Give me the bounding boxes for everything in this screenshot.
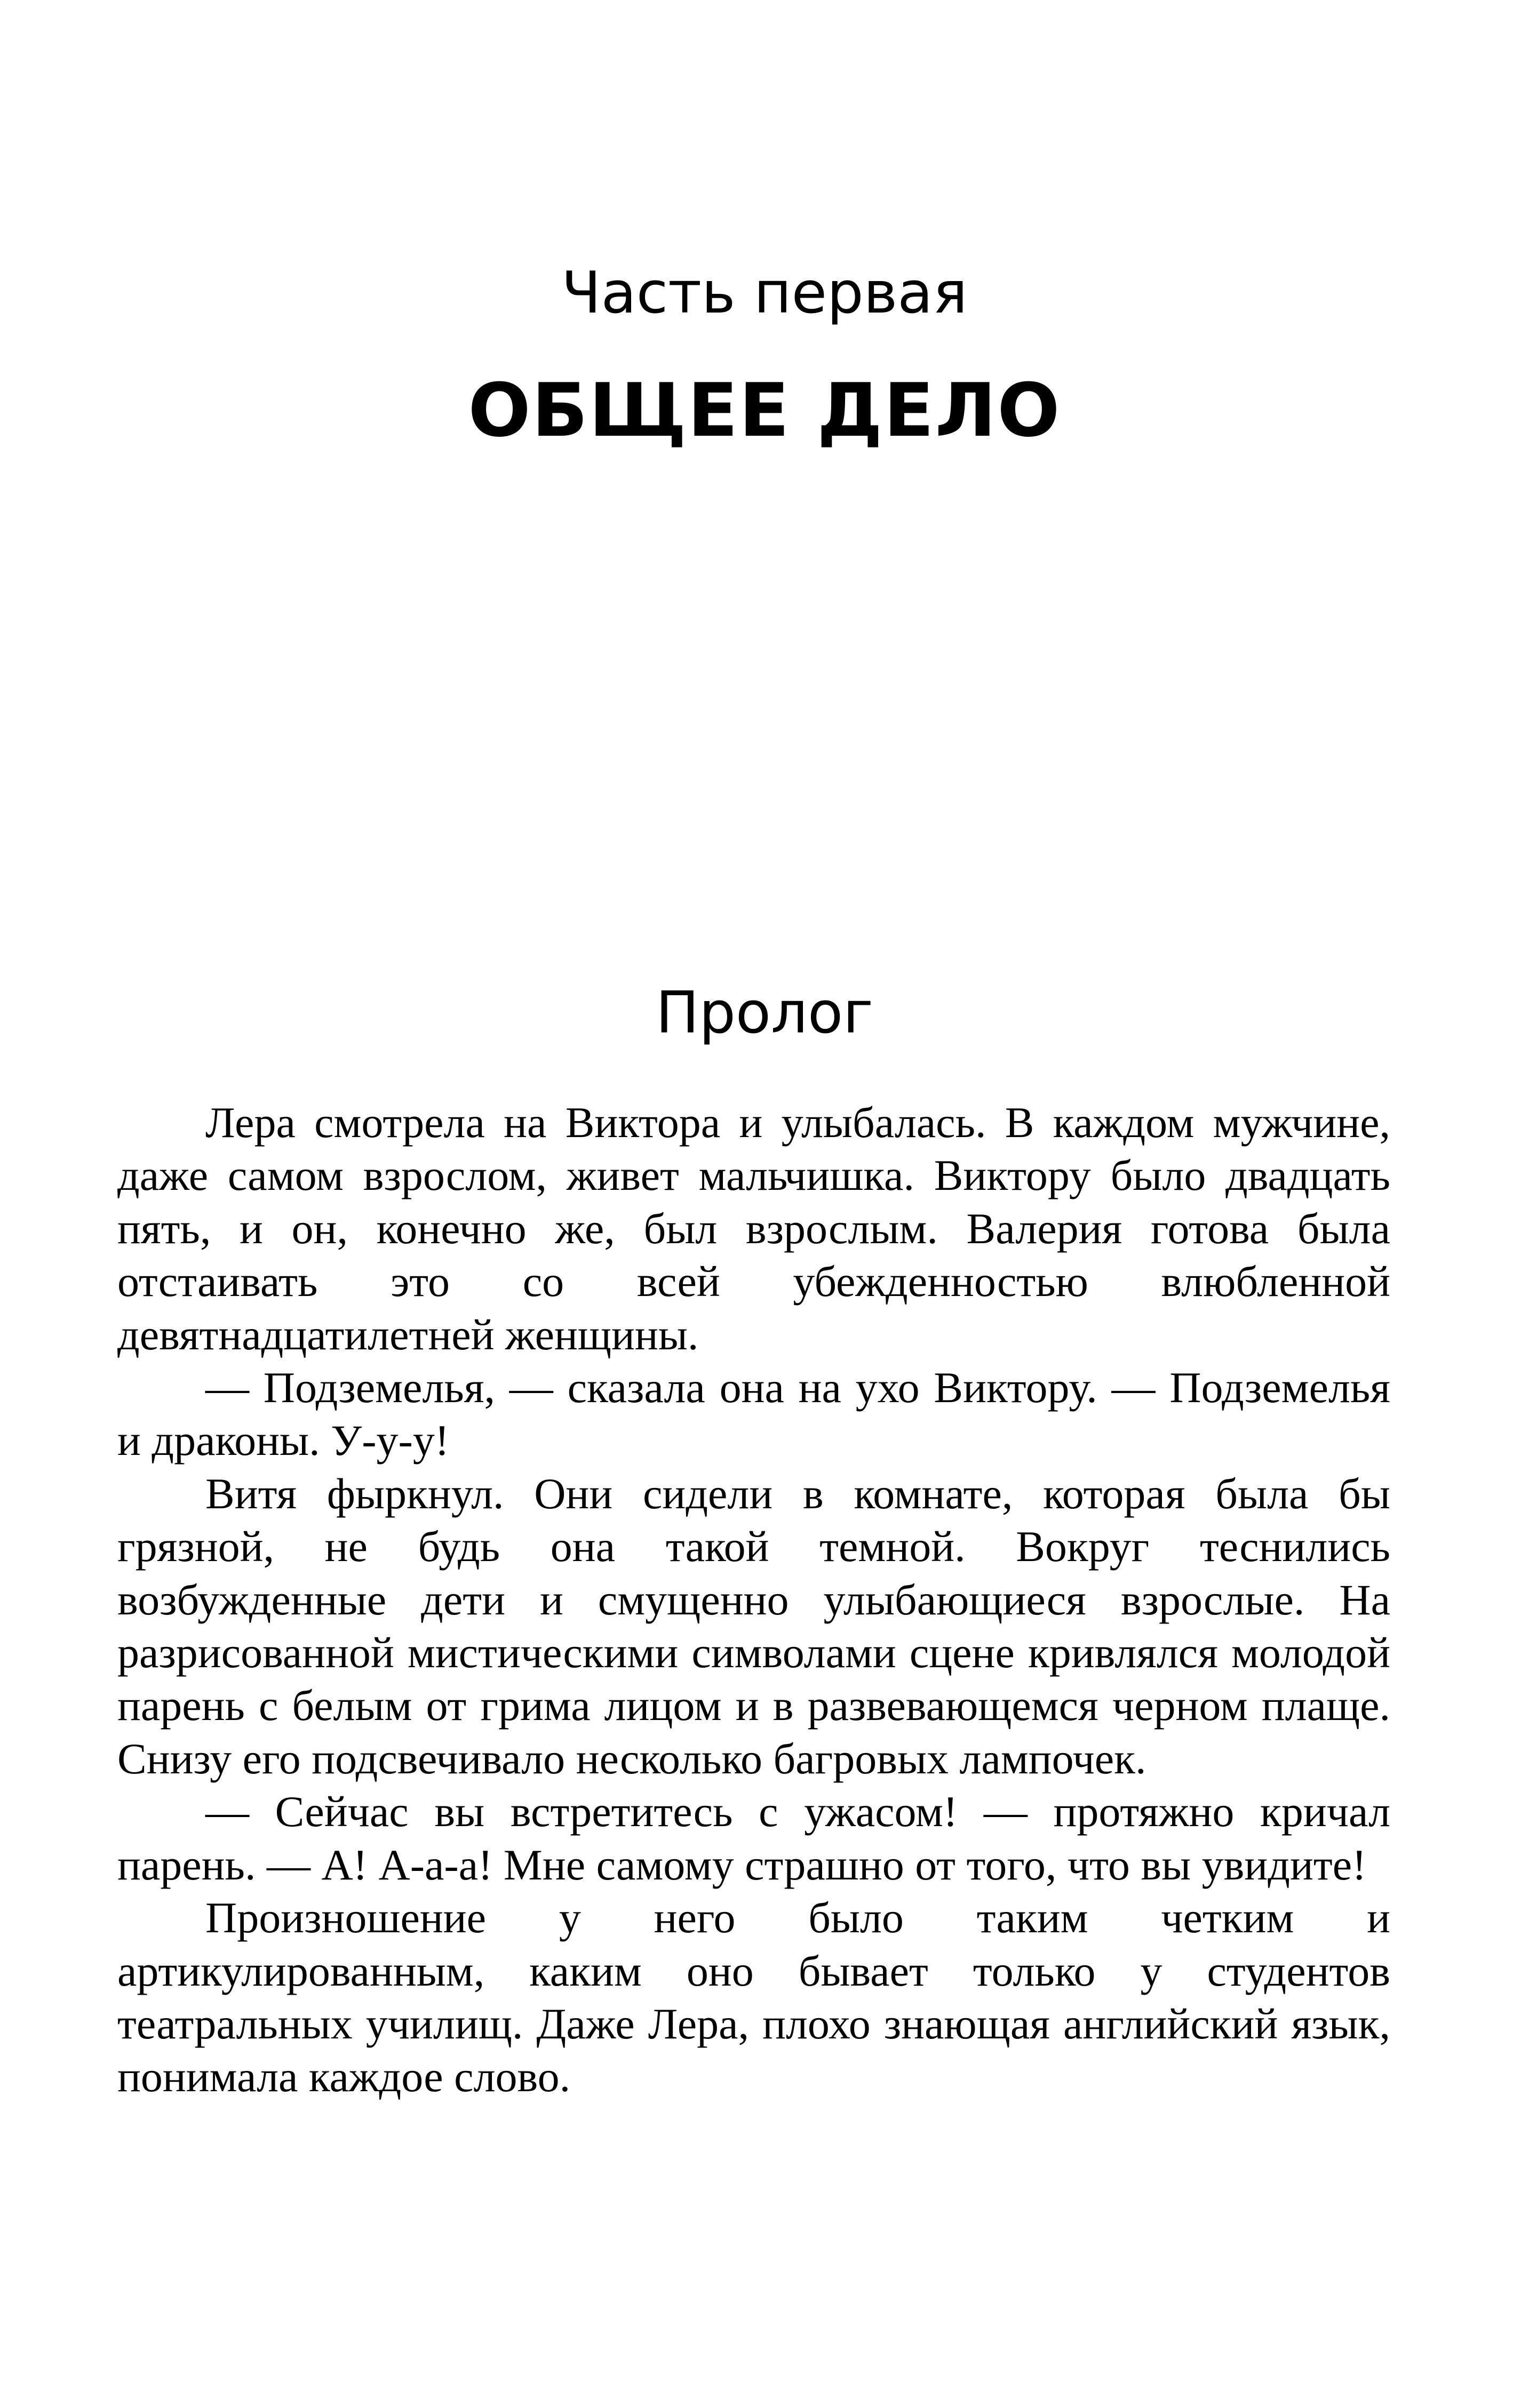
paragraph: — Сейчас вы встретитесь с ужасом! — протяжно кричал парень. — А! А-а-а! Мне самому страшно от того, что вы увидите! bbox=[117, 1787, 1390, 1889]
paragraph: Лера смотрела на Виктора и улыбалась. В каждом мужчине, даже самом взрослом, живет мальчишка. Виктору было двадцать пять, и он, конечно же, был взрослым. Валерия готова была отстаивать это со всей убежденностью влюбленной девятнадцатилетней женщины. bbox=[117, 1098, 1390, 1359]
body-text bbox=[117, 1096, 1390, 2103]
paragraph: — Подземелья, — сказала она на ухо Виктору. — Подземелья и драконы. У-у-у! bbox=[117, 1363, 1390, 1465]
paragraph: Произношение у него было таким четким и артикулированным, каким оно бывает только у студентов театральных училищ. Даже Лера, плохо знающая английский язык, понимала каждое слово. bbox=[117, 1893, 1390, 2101]
paragraph: Витя фыркнул. Они сидели в комнате, которая была бы грязной, не будь она такой темной. Вокруг теснились возбужденные дети и смущенно улыбающиеся взрослые. На разрисованной мистическими символами сцене кривлялся молодой парень с белым от грима лицом и в развевающемся черном плаще. Снизу его подсвечивало несколько багровых лампочек. bbox=[117, 1469, 1390, 1783]
part-title: ОБЩЕЕ ДЕЛО bbox=[468, 367, 1061, 453]
chapter-title: Пролог bbox=[656, 980, 873, 1046]
part-label: Часть первая bbox=[561, 260, 968, 326]
